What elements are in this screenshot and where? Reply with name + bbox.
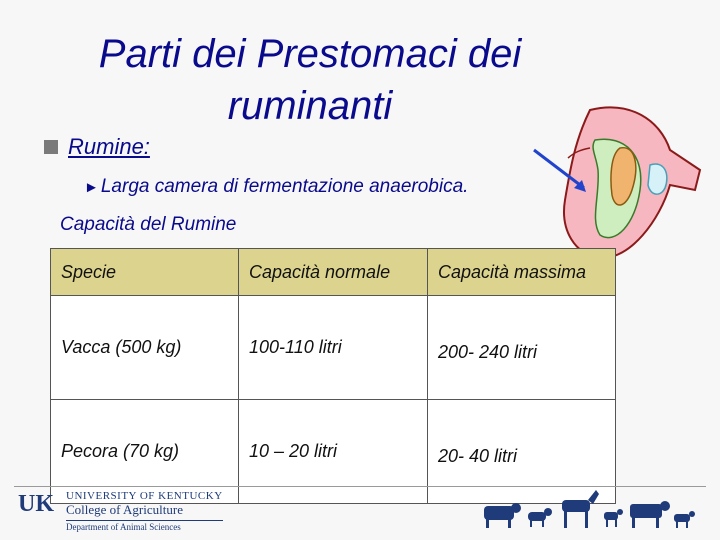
slide-title: Parti dei Prestomaci dei ruminanti	[98, 32, 522, 128]
footer-divider	[14, 486, 706, 487]
capacity-table	[50, 248, 616, 504]
department-name: Department of Animal Sciences	[66, 520, 223, 532]
pointer-arrow-icon	[530, 146, 590, 196]
square-bullet-icon	[44, 140, 58, 154]
table-cell: 10 – 20 litri	[239, 400, 428, 504]
bullet-label: Rumine:	[68, 134, 150, 159]
college-name: College of Agriculture	[66, 502, 183, 517]
header-capacita-normale: Capacità normale	[239, 249, 428, 296]
header-capacita-massima: Capacità massima	[428, 249, 616, 296]
sub-bullet-label: Larga camera di fermentazione anaerobica.	[100, 176, 469, 197]
table-cell: 200- 240 litri	[428, 296, 616, 400]
table-cell: Vacca (500 kg)	[51, 296, 239, 400]
table-cell: Pecora (70 kg)	[51, 400, 239, 504]
uk-logo: UK	[18, 491, 54, 517]
table-cell: 20- 40 litri	[428, 400, 616, 504]
livestock-silhouettes	[480, 488, 700, 532]
university-name: UNIVERSITY OF KENTUCKY	[66, 490, 223, 502]
table-caption: Capacità del Rumine	[60, 214, 237, 235]
header-specie: Specie	[51, 249, 239, 296]
uk-affiliation	[66, 490, 223, 532]
table-header-row	[51, 249, 616, 296]
triangle-arrow-icon: ►	[84, 178, 99, 196]
sub-bullet	[84, 176, 468, 198]
bullet-rumine	[44, 134, 150, 160]
table-cell: 100-110 litri	[239, 296, 428, 400]
table-row	[51, 296, 616, 400]
